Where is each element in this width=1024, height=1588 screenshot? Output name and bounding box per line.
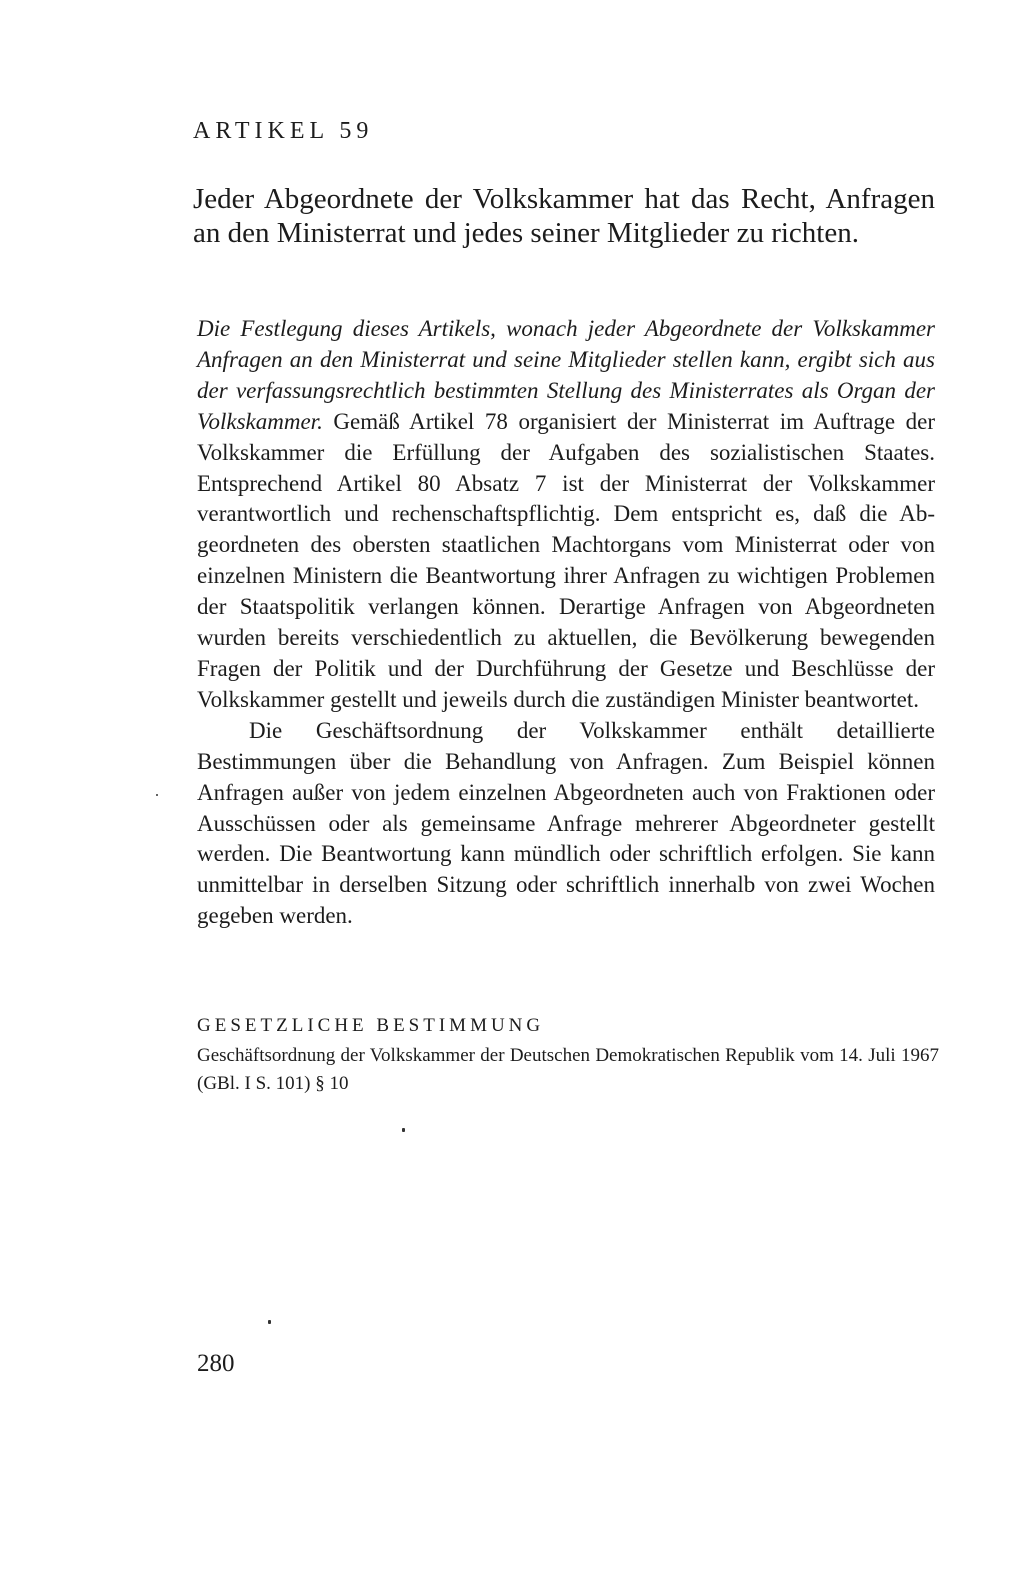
commentary-paragraph-2: Die Geschäftsordnung der Volkskammer enthält detaillierte Bestimmungen über die Behandlung von Anfragen. Zum Beispiel können Anfragen außer von jedem einzelnen Abgeordneten auch von Fraktionen oder Ausschüssen oder als gemeinsame Anfrage mehrerer Abgeordneter gestellt werden. Die Beantwortung kann mündlich oder schriftlich erfolgen. Sie kann unmittelbar in derselben Sitzung oder schriftlich innerhalb von zwei Wochen gegeben werden. — [197, 717, 935, 929]
legal-heading: GESETZLICHE BESTIMMUNG — [197, 1015, 545, 1036]
legal-reference: Geschäftsordnung der Volkskammer der Deutschen Demokratischen Republik vom 14. Juli 1967 (GBl. I S. 101) § 10 — [197, 1045, 939, 1094]
commentary-paragraph-1-rest: Gemäß Artikel 78 organisiert der Ministerrat im Auftrage der Volkskammer die Erfüllung der Aufgaben des sozialistischen Staates. Entsprechend Artikel 80 Absatz 7 ist der Ministerrat der Volkskammer verantwortlich und rechenschaftspflichtig. Dem entspricht es, daß die Abgeordneten des obersten staatlichen Machtorgans vom Ministerrat oder von einzelnen Ministern die Beantwortung ihrer Anfragen zu wichtigen Problemen der Staatspolitik verlangen können. Derartige Anfragen von Abgeordneten wurden bereits verschiedentlich zu aktuellen, die Bevölkerung bewegenden Fragen der Politik und der Durchführung der Gesetze und Beschlüsse der Volkskammer gestellt und jeweils durch die zuständigen Minister beantwortet. — [197, 408, 935, 712]
page-number: 280 — [197, 1350, 235, 1377]
print-speck — [156, 794, 158, 796]
commentary-italic-intro: Die Festlegung dieses Artikels, wonach jeder Abgeordnete der Volkskammer Anfragen an den Ministerrat und seine Mitglieder stellen kann, ergibt sich aus der verfassungsrechtlich bestimmten Stellung des Ministerrates als Organ der Volkskammer. — [197, 316, 935, 434]
article-text: Jeder Abgeordnete der Volkskammer hat das Recht, Anfragen an den Ministerrat und jedes seiner Mitglieder zu richten. — [193, 183, 935, 249]
print-speck — [268, 1320, 271, 1324]
commentary — [197, 314, 935, 932]
commentary-paragraph-1 — [197, 314, 935, 716]
print-speck — [402, 1128, 405, 1132]
article-heading: ARTIKEL 59 — [193, 118, 374, 144]
